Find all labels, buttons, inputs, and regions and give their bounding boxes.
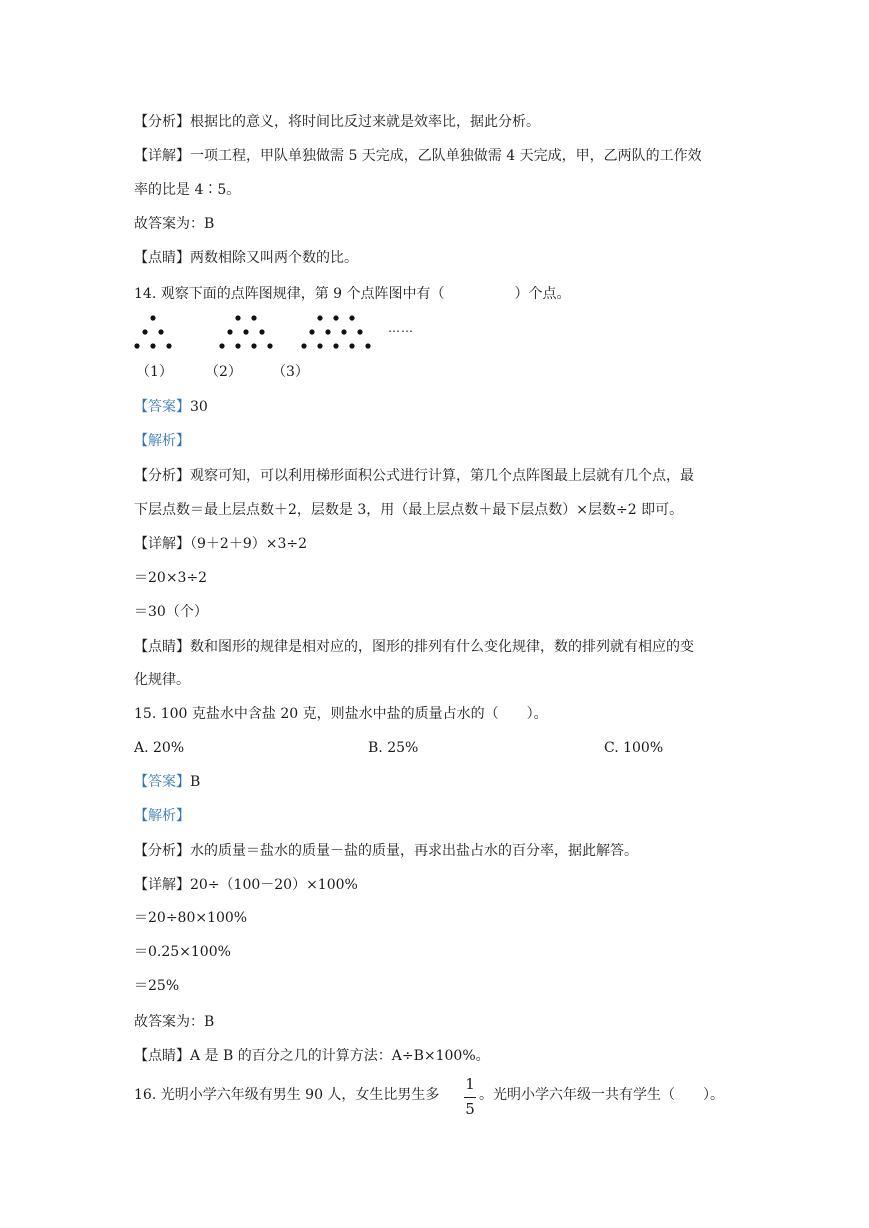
dot <box>235 343 240 348</box>
dot-pattern-figure <box>0 0 869 400</box>
dot <box>317 343 322 348</box>
dot <box>341 329 346 334</box>
answer-15 <box>134 772 200 792</box>
option-c: C. 100% <box>604 740 664 756</box>
fraction-bar <box>464 1097 476 1098</box>
answer-value: 30 <box>190 399 208 415</box>
explanation-tag-14: 【解析】 <box>134 433 190 449</box>
dot <box>158 329 163 334</box>
figure-label-3: （3） <box>272 364 309 380</box>
dot <box>309 329 314 334</box>
comment-14-line2: 化规律。 <box>134 672 190 688</box>
dot <box>150 315 155 320</box>
detail-14-line3: ＝30（个） <box>134 604 208 620</box>
answer-13: 故答案为：B <box>134 216 215 232</box>
option-a: A. 20% <box>134 740 185 756</box>
detail-14-line2: ＝20×3÷2 <box>134 570 208 586</box>
explanation-tag-15: 【解析】 <box>134 808 190 824</box>
answer-14 <box>134 397 208 417</box>
detail-14-line1: 【详解】（9＋2＋9）×3÷2 <box>134 536 307 552</box>
answer-tag: 【答案】 <box>134 774 190 790</box>
comment-14-line1: 【点睛】数和图形的规律是相对应的，图形的排列有什么变化规律，数的排列就有相应的变 <box>134 639 694 655</box>
analysis-13: 【分析】根据比的意义，将时间比反过来就是效率比，据此分析。 <box>134 114 540 130</box>
detail-13-line1: 【详解】一项工程，甲队单独做需 5 天完成，乙队单独做需 4 天完成，甲，乙两队的工作效 <box>134 148 702 164</box>
answer-tag: 【答案】 <box>134 399 190 415</box>
option-b: B. 25% <box>368 740 419 756</box>
dot <box>357 329 362 334</box>
dot-figure-ellipsis: …… <box>388 321 414 335</box>
dot <box>349 315 354 320</box>
dot <box>243 329 248 334</box>
detail-15-line1: 【详解】20÷（100－20）×100% <box>134 877 358 893</box>
comment-13: 【点睛】两数相除又叫两个数的比。 <box>134 250 358 266</box>
question-16-part1: 16. 光明小学六年级有男生 90 人，女生比男生多 <box>134 1087 440 1103</box>
dot <box>150 343 155 348</box>
answer-15-final: 故答案为：B <box>134 1014 215 1030</box>
dot <box>333 343 338 348</box>
dot <box>349 343 354 348</box>
dot <box>235 315 240 320</box>
comment-15: 【点睛】A 是 B 的百分之几的计算方法：A÷B×100%。 <box>134 1048 490 1064</box>
fraction-numerator: 1 <box>465 1075 475 1093</box>
dot <box>301 343 306 348</box>
dot <box>142 329 147 334</box>
dot <box>333 315 338 320</box>
dot <box>166 343 171 348</box>
figure-label-1: （1） <box>136 364 173 380</box>
dot <box>267 343 272 348</box>
detail-15-line2: ＝20÷80×100% <box>134 910 248 926</box>
detail-13-line2: 率的比是 4∶5。 <box>134 182 241 198</box>
detail-15-line4: ＝25% <box>134 978 180 994</box>
dot <box>219 343 224 348</box>
dot-figure-3 <box>301 315 370 348</box>
question-16-part2: 。光明小学六年级一共有学生（ ）。 <box>479 1087 724 1103</box>
dot <box>317 315 322 320</box>
fraction-denominator: 5 <box>465 1100 475 1118</box>
question-15: 15. 100 克盐水中含盐 20 克，则盐水中盐的质量占水的（ ）。 <box>134 706 548 722</box>
dot <box>227 329 232 334</box>
dot <box>251 315 256 320</box>
dot <box>134 343 139 348</box>
analysis-14-line2: 下层点数＝最上层点数＋2，层数是 3，用（最上层点数＋最下层点数）×层数÷2 即可。 <box>134 502 684 518</box>
analysis-15: 【分析】水的质量＝盐水的质量－盐的质量，再求出盐占水的百分率，据此解答。 <box>134 843 638 859</box>
dot <box>325 329 330 334</box>
answer-value: B <box>190 774 201 790</box>
dot <box>365 343 370 348</box>
dot <box>251 343 256 348</box>
analysis-14-line1: 【分析】观察可知，可以利用梯形面积公式进行计算，第几个点阵图最上层就有几个点，最 <box>134 468 694 484</box>
dot-figure-2 <box>219 315 272 348</box>
dot <box>259 329 264 334</box>
figure-label-2: （2） <box>205 364 242 380</box>
question-14: 14. 观察下面的点阵图规律，第 9 个点阵图中有（ ）个点。 <box>134 286 571 302</box>
dot-figure-1 <box>134 315 171 348</box>
detail-15-line3: ＝0.25×100% <box>134 944 231 960</box>
